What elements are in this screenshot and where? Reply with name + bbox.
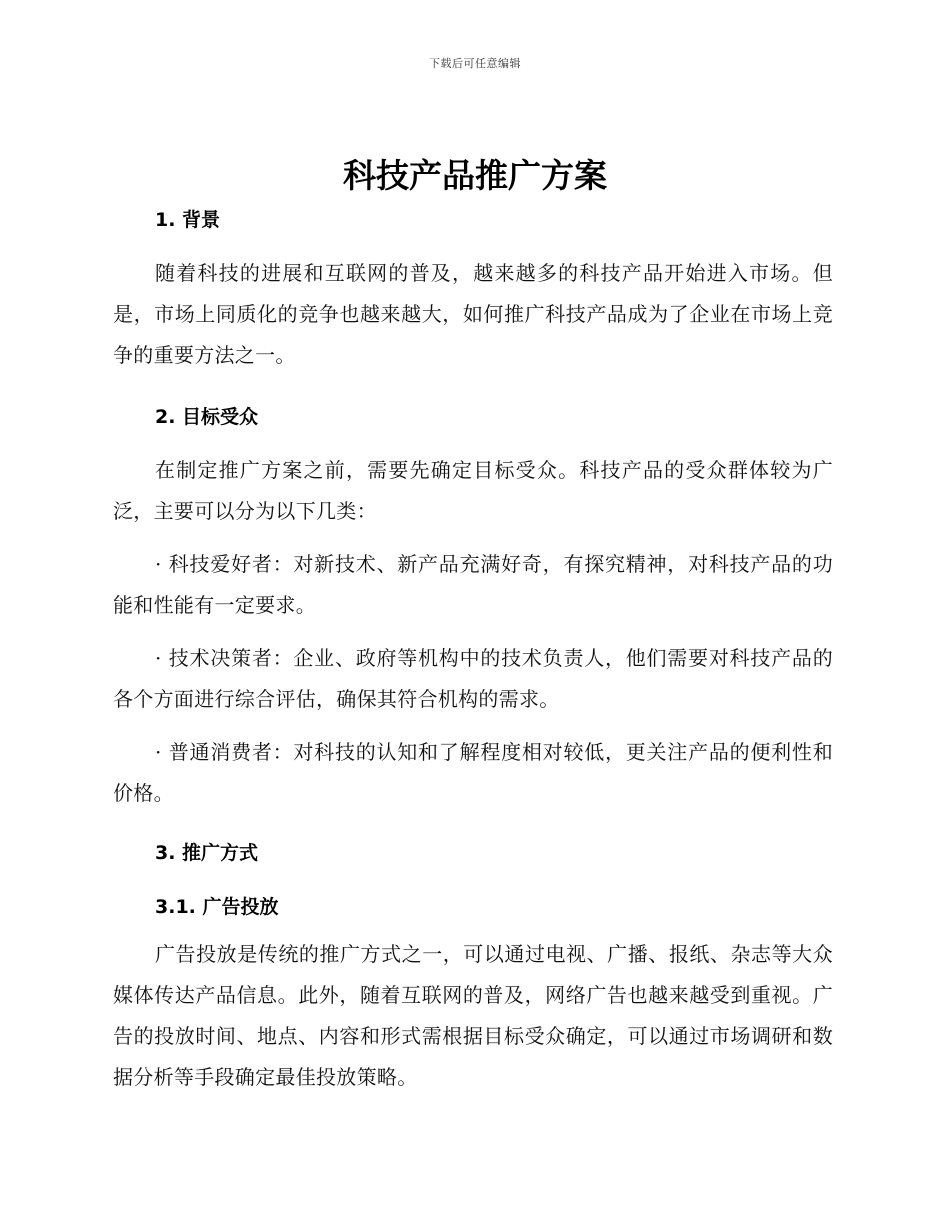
document-body <box>113 205 833 1098</box>
bullet-tech-decision-makers: · 技术决策者：企业、政府等机构中的技术负责人，他们需要对科技产品的各个方面进行综合评估，确保其符合机构的需求。 <box>113 646 833 711</box>
section-heading-promotion-methods: 3. 推广方式 <box>155 842 259 864</box>
bullet-tech-enthusiasts: · 科技爱好者：对新技术、新产品充满好奇，有探究精神，对科技产品的功能和性能有一定要求。 <box>113 552 833 617</box>
section-heading-background: 1. 背景 <box>155 209 221 231</box>
paragraph-background: 随着科技的进展和互联网的普及，越来越多的科技产品开始进入市场。但是，市场上同质化的竞争也越来越大，如何推广科技产品成为了企业在市场上竞争的重要方法之一。 <box>113 261 833 367</box>
page-header: 下载后可任意编辑 <box>429 57 521 70</box>
bullet-ordinary-consumers: · 普通消费者：对科技的认知和了解程度相对较低，更关注产品的便利性和价格。 <box>113 740 833 805</box>
document-title: 科技产品推广方案 <box>343 156 607 195</box>
section-heading-target-audience: 2. 目标受众 <box>155 406 259 428</box>
subsection-heading-advertising: 3.1. 广告投放 <box>155 896 279 918</box>
paragraph-target-audience: 在制定推广方案之前，需要先确定目标受众。科技产品的受众群体较为广泛，主要可以分为以下几类： <box>113 458 833 523</box>
paragraph-advertising: 广告投放是传统的推广方式之一，可以通过电视、广播、报纸、杂志等大众媒体传达产品信息。此外，随着互联网的普及，网络广告也越来越受到重视。广告的投放时间、地点、内容和形式需根据目标受众确定，可以通过市场调研和数据分析等手段确定最佳投放策略。 <box>113 942 833 1089</box>
